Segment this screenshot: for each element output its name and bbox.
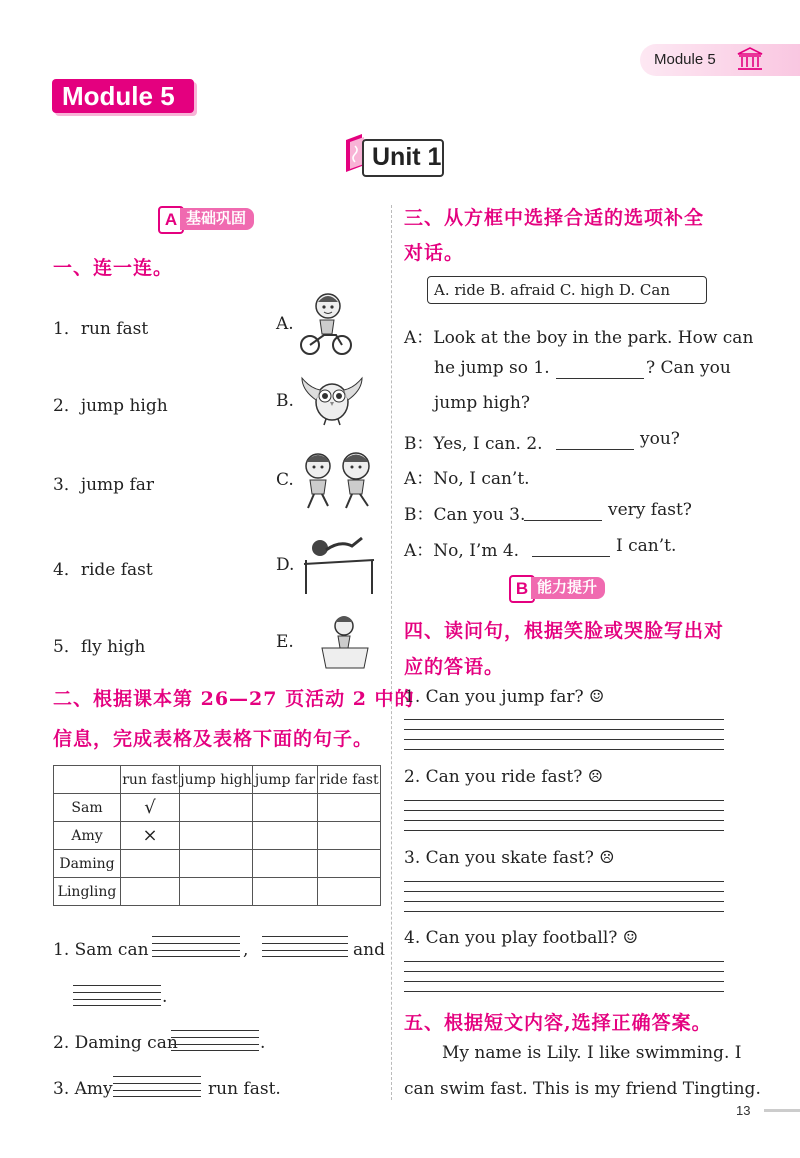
sentence-2-blank[interactable] <box>171 1030 259 1050</box>
table-header-cell: jump high <box>180 766 253 794</box>
table-header-row <box>54 766 381 794</box>
table-cell[interactable]: × <box>121 822 180 850</box>
sentence-1-blank-3[interactable] <box>73 985 161 1005</box>
dialogue-line-4a: B：Yes, I can. 2. <box>404 434 543 454</box>
table-cell[interactable] <box>318 878 381 906</box>
part2-heading-line1: 二、根据课本第 26—27 页活动 2 中的 <box>53 688 415 710</box>
module-title-badge <box>52 79 194 113</box>
match-item-4: 4．ride fast <box>53 560 153 580</box>
part3-heading-line2: 对话。 <box>404 242 465 264</box>
dialogue-line-3: jump high? <box>434 393 530 413</box>
dialogue-line-7b: I can’t. <box>616 536 677 556</box>
question-1: 1. Can you jump far? ☺ <box>404 687 605 707</box>
sentence-1-blank-2[interactable] <box>262 936 348 956</box>
part4-heading-line2: 应的答语。 <box>404 656 505 678</box>
sentence-3-blank[interactable] <box>113 1076 201 1096</box>
boy-long-jump-icon <box>320 612 370 670</box>
table-row-name: Daming <box>54 850 121 878</box>
match-item-2: 2．jump high <box>53 396 168 416</box>
table-cell[interactable] <box>180 878 253 906</box>
question-3: 3. Can you skate fast? ☹ <box>404 848 615 868</box>
match-letter-c: C. <box>276 470 294 490</box>
column-divider <box>391 205 392 1100</box>
match-letter-a: A. <box>276 314 294 334</box>
dialogue-line-7a: A：No, I’m 4. <box>404 541 520 561</box>
sentence-3-end: run fast. <box>208 1079 281 1099</box>
section-b-letter: B <box>509 575 535 603</box>
table-row <box>54 850 381 878</box>
dialogue-line-2b: ? Can you <box>646 358 731 378</box>
building-icon <box>736 46 764 72</box>
table-cell[interactable] <box>121 878 180 906</box>
section-b-label: 能力提升 <box>531 577 605 599</box>
unit-title: Unit 1 <box>372 143 442 171</box>
sentence-1-start: 1. Sam can <box>53 940 149 960</box>
dialogue-line-6a: B：Can you 3. <box>404 505 526 525</box>
question-2: 2. Can you ride fast? ☹ <box>404 767 603 787</box>
header-module-label: Module 5 <box>654 51 716 68</box>
sentence-3-start: 3. Amy <box>53 1079 113 1099</box>
sentence-2-end: . <box>260 1033 266 1053</box>
sentence-2-start: 2. Daming can <box>53 1033 178 1053</box>
header-tab <box>640 44 800 76</box>
table-cell[interactable] <box>253 878 318 906</box>
sentence-1-comma: , <box>243 940 249 960</box>
part4-heading-line1: 四、读问句，根据笑脸或哭脸写出对 <box>404 620 725 642</box>
table-header-cell: jump far <box>253 766 318 794</box>
owl-flying-icon <box>300 372 364 428</box>
page-number-bar <box>764 1109 800 1112</box>
options-text: A. ride B. afraid C. high D. Can <box>434 281 670 299</box>
match-item-3: 3．jump far <box>53 475 154 495</box>
answer-lines-2[interactable] <box>404 800 724 830</box>
table-row-name: Sam <box>54 794 121 822</box>
match-letter-d: D. <box>276 555 295 575</box>
match-item-1: 1．run fast <box>53 319 149 339</box>
match-letter-e: E. <box>276 632 294 652</box>
blank-3[interactable] <box>524 504 602 521</box>
table-cell[interactable] <box>318 794 381 822</box>
options-box <box>427 276 707 304</box>
sentence-1-end: . <box>162 987 168 1007</box>
part2-heading-line2: 信息，完成表格及表格下面的句子。 <box>53 728 374 750</box>
dialogue-line-6b: very fast? <box>608 500 692 520</box>
ability-table <box>53 765 381 906</box>
match-letter-b: B. <box>276 391 294 411</box>
section-a-letter: A <box>158 206 184 234</box>
part3-heading-line1: 三、从方框中选择合适的选项补全 <box>404 207 705 229</box>
table-row <box>54 794 381 822</box>
answer-lines-1[interactable] <box>404 719 724 749</box>
table-cell[interactable] <box>253 822 318 850</box>
answer-lines-4[interactable] <box>404 961 724 991</box>
table-header-cell: run fast <box>121 766 180 794</box>
boy-high-jump-icon <box>300 530 378 596</box>
table-row-name: Lingling <box>54 878 121 906</box>
dialogue-line-2a: he jump so 1. <box>434 358 550 378</box>
blank-4[interactable] <box>532 540 610 557</box>
match-item-5: 5．fly high <box>53 637 146 657</box>
table-cell[interactable] <box>253 850 318 878</box>
table-cell[interactable] <box>318 822 381 850</box>
table-row <box>54 878 381 906</box>
table-cell[interactable] <box>180 794 253 822</box>
dialogue-line-5: A：No, I can’t. <box>404 469 530 489</box>
module-title: Module 5 <box>62 81 175 111</box>
part5-heading: 五、根据短文内容,选择正确答案。 <box>404 1012 712 1034</box>
page-number: 13 <box>736 1103 751 1118</box>
blank-1[interactable] <box>556 362 644 379</box>
blank-2[interactable] <box>556 433 634 450</box>
table-cell[interactable] <box>121 850 180 878</box>
passage-line-1: My name is Lily. I like swimming. I <box>442 1043 742 1063</box>
table-cell[interactable] <box>253 794 318 822</box>
table-row-name: Amy <box>54 822 121 850</box>
unit-title-box <box>362 139 444 177</box>
table-header-cell <box>54 766 121 794</box>
sentence-1-and: and <box>353 940 385 960</box>
answer-lines-3[interactable] <box>404 881 724 911</box>
table-cell[interactable] <box>180 822 253 850</box>
question-4: 4. Can you play football? ☺ <box>404 928 639 948</box>
boy-riding-bike-icon <box>298 290 354 358</box>
table-cell[interactable]: √ <box>121 794 180 822</box>
children-running-icon <box>298 448 380 514</box>
table-row <box>54 822 381 850</box>
table-cell[interactable] <box>318 850 381 878</box>
sentence-1-blank-1[interactable] <box>152 936 240 956</box>
table-cell[interactable] <box>180 850 253 878</box>
part1-heading: 一、连一连。 <box>53 257 174 279</box>
dialogue-line-4b: you? <box>640 429 680 449</box>
table-header-cell: ride fast <box>318 766 381 794</box>
passage-line-2: can swim fast. This is my friend Tingting. <box>404 1079 761 1099</box>
dialogue-line-1: A：Look at the boy in the park. How can <box>404 328 754 348</box>
section-a-label: 基础巩固 <box>180 208 254 230</box>
